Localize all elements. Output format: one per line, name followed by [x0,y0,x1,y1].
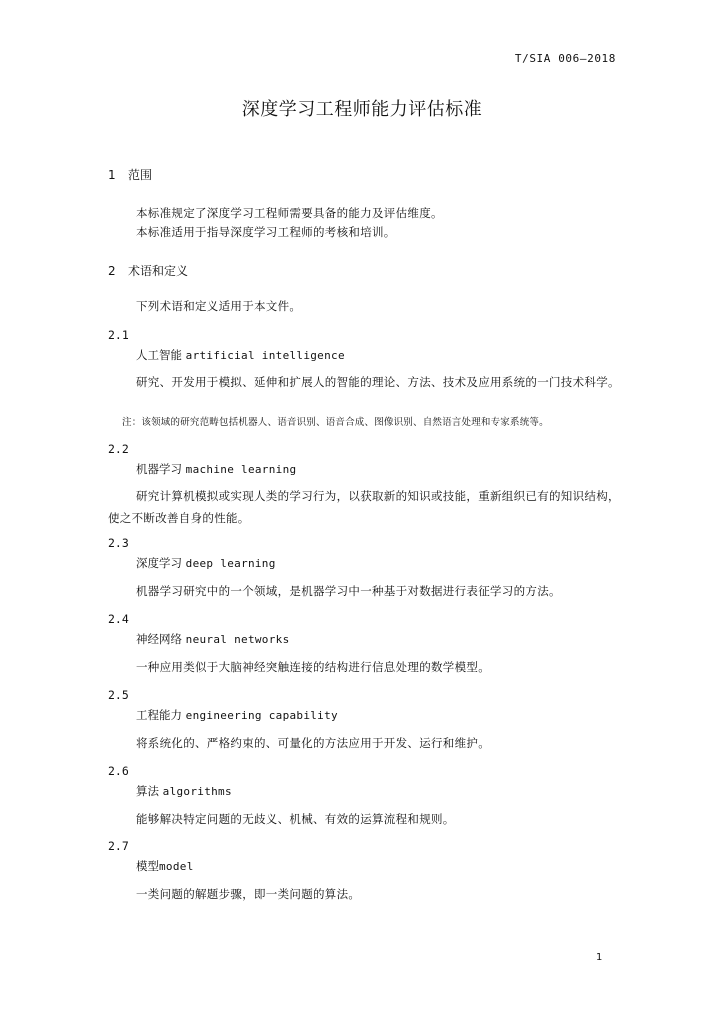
term-definition: 研究、开发用于模拟、延伸和扩展人的智能的理论、方法、技术及应用系统的一门技术科学。 [136,375,620,389]
term-name [136,347,345,363]
terms-intro-paragraph: 下列术语和定义适用于本文件。 [136,299,302,313]
term-name-cn: 机器学习 [136,462,182,476]
term-name [136,555,276,571]
term-number: 2.5 [108,688,129,702]
section-number: 2 [108,264,116,278]
section-number: 1 [108,168,116,182]
term-name-cn: 模型 [136,859,159,873]
term-definition: 能够解决特定问题的无歧义、机械、有效的运算流程和规则。 [136,812,455,826]
term-definition: 将系统化的、严格约束的、可量化的方法应用于开发、运行和维护。 [136,736,490,750]
term-name-cn: 工程能力 [136,708,182,722]
section-title: 范围 [128,168,153,182]
term-definition: 机器学习研究中的一个领域，是机器学习中一种基于对数据进行表征学习的方法。 [136,584,561,598]
term-name-cn: 算法 [136,784,159,798]
term-name-en: model [159,860,194,873]
term-number: 2.7 [108,839,129,853]
term-definition: 一类问题的解题步骤，即一类问题的算法。 [136,887,361,901]
term-number: 2.3 [108,536,129,550]
term-name [136,858,194,874]
term-note: 注：该领域的研究范畴包括机器人、语音识别、语音合成、图像识别、自然语言处理和专家系统等。 [122,417,549,428]
section-heading-terms [108,262,188,279]
term-name-en: neural networks [185,633,290,646]
term-name-en: deep learning [185,557,276,570]
term-number: 2.4 [108,612,129,626]
term-name [136,707,338,723]
term-name-en: engineering capability [185,709,338,722]
term-number: 2.2 [108,442,129,456]
term-name-cn: 神经网络 [136,632,182,646]
term-name [136,461,296,477]
term-name [136,631,290,647]
scope-paragraph: 本标准适用于指导深度学习工程师的考核和培训。 [136,225,396,239]
term-name-cn: 深度学习 [136,556,182,570]
document-code: T/SIA 006—2018 [514,52,616,65]
term-number: 2.1 [108,328,129,342]
section-heading-scope [108,166,152,183]
term-number: 2.6 [108,764,129,778]
term-name-cn: 人工智能 [136,348,182,362]
term-definition: 研究计算机模拟或实现人类的学习行为，以获取新的知识或技能，重新组织已有的知识结构，使之不断改善自身的性能。 [108,489,620,525]
term-name [136,783,232,799]
term-definition: 一种应用类似于大脑神经突触连接的结构进行信息处理的数学模型。 [136,660,490,674]
scope-paragraph: 本标准规定了深度学习工程师需要具备的能力及评估维度。 [136,206,443,220]
term-name-en: algorithms [162,785,232,798]
section-title: 术语和定义 [128,264,189,278]
document-title: 深度学习工程师能力评估标准 [241,99,483,120]
term-name-en: artificial intelligence [185,349,345,362]
page-number: 1 [596,952,603,963]
term-name-en: machine learning [185,463,297,476]
